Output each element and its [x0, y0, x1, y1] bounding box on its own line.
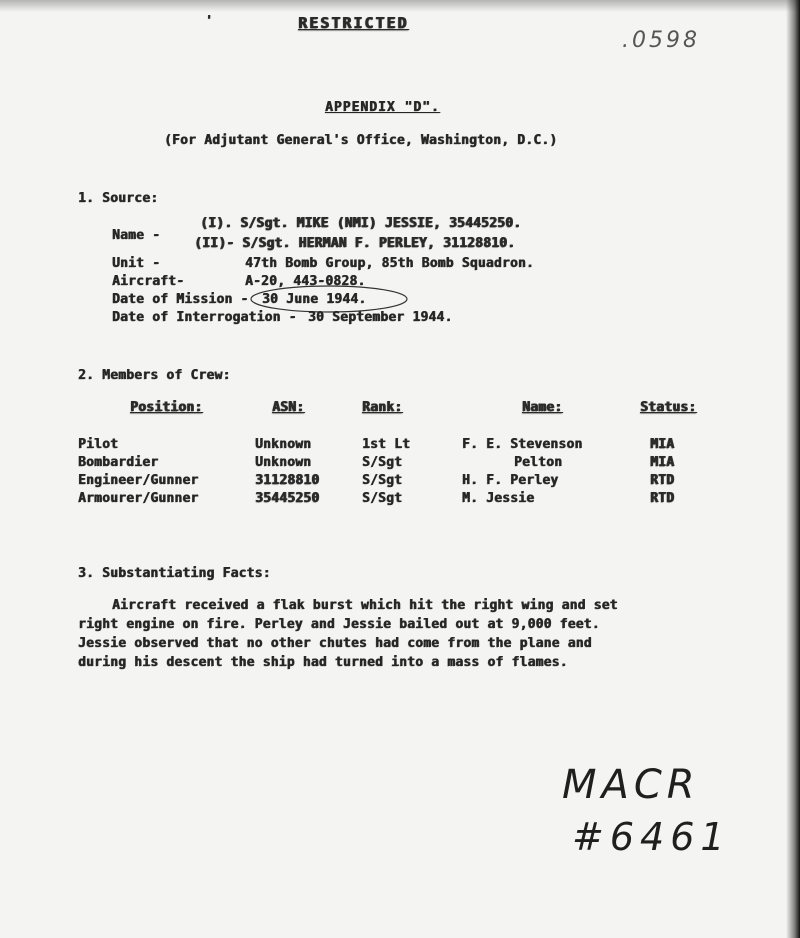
crew-asn: 31128810 [255, 473, 320, 488]
crew-asn: 35445250 [255, 491, 320, 506]
section-1-heading: 1. Source: [78, 191, 159, 206]
name-label: Name - [112, 228, 161, 243]
section-3-heading: 3. Substantiating Facts: [78, 566, 271, 581]
facts-line-2: right engine on fire. Perley and Jessie bailed out at 9,000 feet. [78, 617, 600, 632]
crew-rank: S/Sgt [362, 491, 403, 506]
facts-line-3: Jessie observed that no other chutes had come from the plane and [78, 636, 592, 651]
mission-date-label: Date of Mission - [112, 292, 249, 307]
unit-value: 47th Bomb Group, 85th Bomb Squadron. [245, 256, 534, 271]
crew-status: RTD [650, 473, 675, 488]
source-2: (II)- S/Sgt. HERMAN F. PERLEY, 31128810. [194, 236, 516, 251]
scan-edge-shadow [786, 0, 800, 938]
crew-position: Bombardier [78, 455, 159, 470]
aircraft-value: A-20, 443-0828. [245, 274, 366, 289]
crew-name: Pelton [514, 455, 563, 470]
crew-rank: 1st Lt [362, 437, 411, 452]
crew-rank: S/Sgt [362, 455, 403, 470]
crew-status: MIA [650, 455, 675, 470]
crew-position: Engineer/Gunner [78, 473, 199, 488]
facts-line-1: Aircraft received a flak burst which hit the right wing and set [112, 598, 618, 613]
crew-name: M. Jessie [462, 491, 535, 506]
scan-smudge [0, 0, 800, 12]
crew-position: Armourer/Gunner [78, 491, 199, 506]
column-header-status: Status: [640, 400, 697, 415]
appendix-title: APPENDIX "D". [325, 100, 440, 115]
section-2-heading: 2. Members of Crew: [78, 368, 231, 383]
column-header-position: Position: [130, 400, 203, 415]
facts-line-4: during his descent the ship had turned into a mass of flames. [78, 655, 568, 670]
crew-position: Pilot [78, 437, 119, 452]
crew-status: MIA [650, 437, 675, 452]
page-number: .0598 [622, 28, 700, 53]
handwritten-macr: MACR [562, 762, 700, 808]
appendix-subtitle: (For Adjutant General's Office, Washington, D.C.) [164, 133, 558, 148]
classification-stamp: RESTRICTED [298, 14, 409, 32]
crew-rank: S/Sgt [362, 473, 403, 488]
aircraft-label: Aircraft- [112, 274, 185, 289]
crew-name: H. F. Perley [462, 473, 559, 488]
column-header-rank: Rank: [362, 400, 403, 415]
crew-asn: Unknown [255, 437, 312, 452]
mission-date-value: 30 June 1944. [262, 292, 367, 307]
tick-mark: ' [205, 14, 214, 29]
column-header-name: Name: [522, 400, 563, 415]
unit-label: Unit - [112, 256, 161, 271]
interrogation-date-value: 30 September 1944. [308, 310, 453, 325]
interrogation-date-label: Date of Interrogation - [112, 310, 297, 325]
crew-status: RTD [650, 491, 675, 506]
handwritten-macr-number: #6461 [572, 815, 731, 859]
crew-asn: Unknown [255, 455, 312, 470]
column-header-asn: ASN: [272, 400, 305, 415]
crew-name: F. E. Stevenson [462, 437, 583, 452]
source-1: (I). S/Sgt. MIKE (NMI) JESSIE, 35445250. [200, 216, 522, 231]
